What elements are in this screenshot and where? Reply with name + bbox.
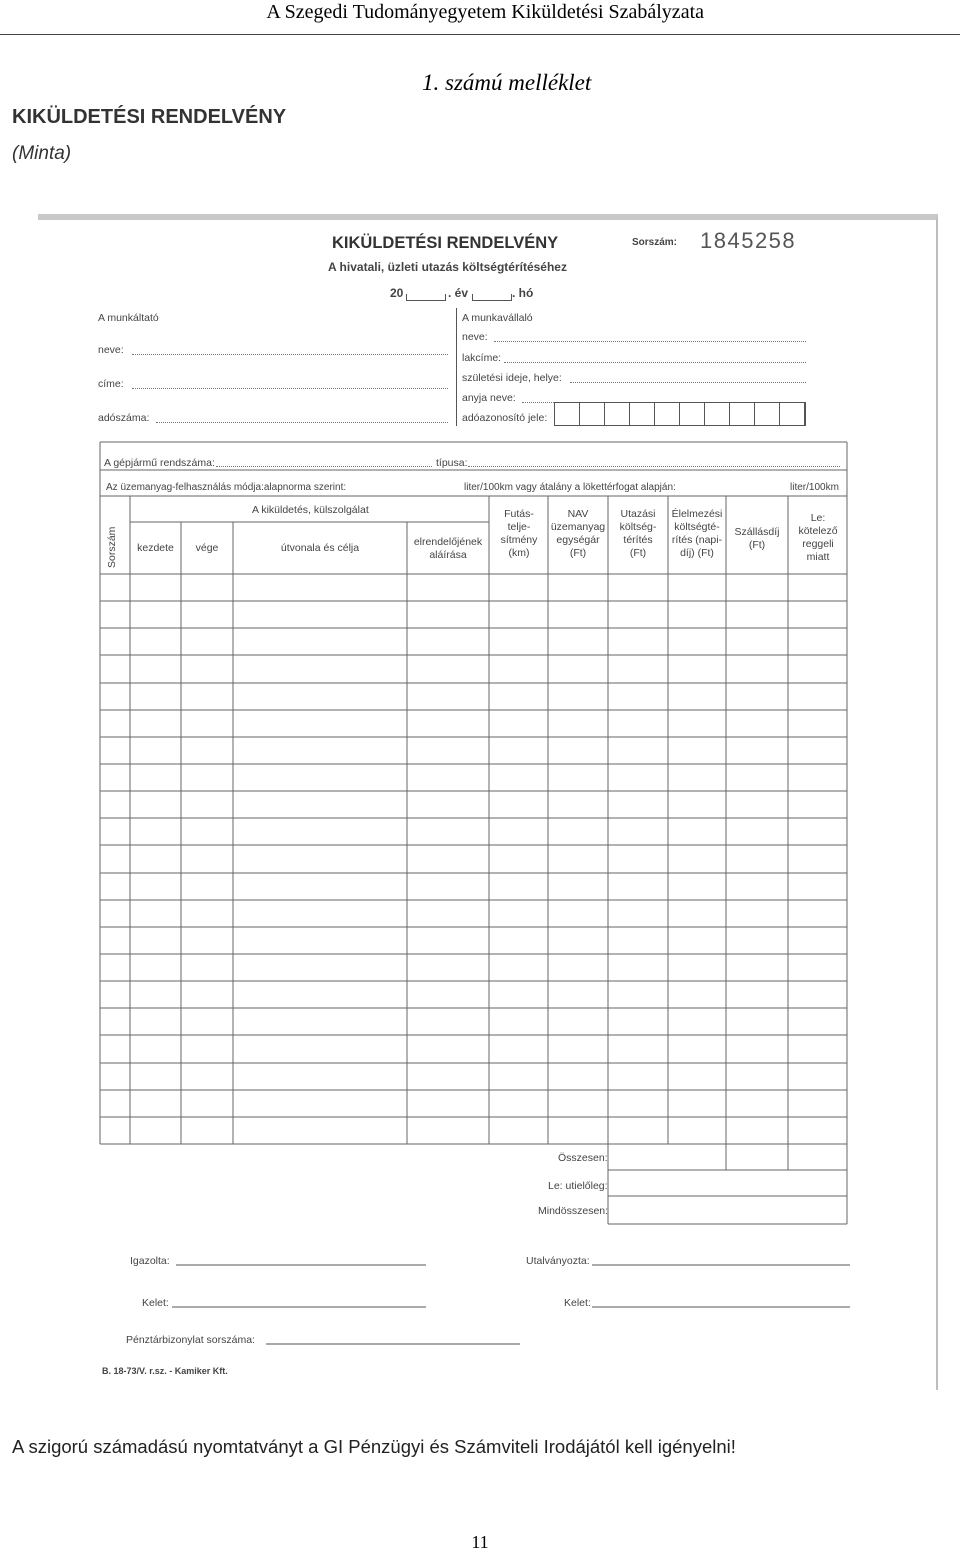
serial-number: 1845258 <box>700 228 797 253</box>
col-header-fuel-price: NAV üzemanyag egységár (Ft) <box>550 508 606 559</box>
employee-name-label: neve: <box>462 331 488 343</box>
date-month-suffix: . hó <box>512 286 534 300</box>
employee-mother-label: anyja neve: <box>462 392 516 404</box>
date-year-suffix: . év <box>448 286 469 300</box>
total-label: Összesen: <box>558 1152 608 1164</box>
vehicle-plate-field[interactable] <box>216 466 432 467</box>
employer-address-label: címe: <box>98 378 124 390</box>
employer-name-label: neve: <box>98 344 124 356</box>
form-subtitle: A hivatali, üzleti utazás költségtérítéséhez <box>328 260 567 274</box>
col-header-route: útvonala és célja <box>280 542 360 554</box>
print-code: B. 18-73/V. r.sz. - Kamiker Kft. <box>102 1366 228 1376</box>
form-scan <box>38 214 938 1390</box>
fuel-norm-label: Az üzemanyag-felhasználás módja:alapnorma szerint: <box>106 482 347 493</box>
trip-table-grid <box>38 220 938 1396</box>
date-year-prefix: 20 <box>390 286 404 300</box>
document-title: KIKÜLDETÉSI RENDELVÉNY <box>12 106 287 128</box>
col-header-end: vége <box>195 542 219 554</box>
document-subtitle: (Minta) <box>12 143 72 164</box>
col-header-start: kezdete <box>137 542 174 554</box>
col-header-sorszam: Sorszám <box>106 526 118 568</box>
date-left-label: Kelet: <box>142 1297 169 1309</box>
table-group-header: A kiküldetés, külszolgálat <box>252 504 369 516</box>
col-header-meal-cost: Élelmezési költségté-rítés (napi-díj) (Ft) <box>671 508 723 559</box>
col-header-signature: elrendelőjének aláírása <box>413 536 483 561</box>
cash-voucher-label: Pénztárbizonylat sorszáma: <box>126 1334 255 1346</box>
employee-taxid-label: adóazonosító jele: <box>462 412 548 424</box>
certified-label: Igazolta: <box>130 1255 170 1267</box>
employer-tax-label: adószáma: <box>98 412 150 424</box>
employee-heading: A munkavállaló <box>462 312 533 324</box>
fuel-flat-label: liter/100km vagy átalány a lökettérfogat alapján: <box>464 482 676 493</box>
advance-deduct-label: Le: utielőleg: <box>548 1180 608 1192</box>
running-title: A Szegedi Tudományegyetem Kiküldetési Szabályzata <box>266 1 704 23</box>
annex-title: 1. számú melléklet <box>422 70 592 95</box>
form-title: KIKÜLDETÉSI RENDELVÉNY <box>332 234 559 252</box>
employee-birth-label: születési ideje, helye: <box>462 372 562 384</box>
col-header-travel-cost: Utazási költség-térítés (Ft) <box>619 508 657 559</box>
serial-label: Sorszám: <box>632 237 678 248</box>
running-header <box>0 0 960 35</box>
payment-approved-label: Utalványozta: <box>526 1255 590 1267</box>
date-right-label: Kelet: <box>564 1297 591 1309</box>
fuel-unit-label: liter/100km <box>790 482 839 493</box>
employer-heading: A munkáltató <box>98 312 159 324</box>
page-number: 11 <box>471 1532 489 1552</box>
bottom-note: A szigorú számadású nyomtatványt a GI Pénzügyi és Számviteli Irodájától kell igényelni! <box>12 1436 736 1457</box>
col-header-distance: Futás-telje-sítmény (km) <box>500 508 538 559</box>
vehicle-type-field[interactable] <box>468 466 840 467</box>
vehicle-type-label: típusa: <box>436 457 468 469</box>
col-header-accommodation: Szállásdíj (Ft) <box>734 526 780 551</box>
col-header-breakfast-deduction: Le: kötelező reggeli miatt <box>798 512 838 563</box>
vehicle-plate-label: A gépjármű rendszáma: <box>104 457 215 469</box>
employee-residence-label: lakcíme: <box>462 352 502 364</box>
grand-total-label: Mindösszesen: <box>538 1205 609 1217</box>
